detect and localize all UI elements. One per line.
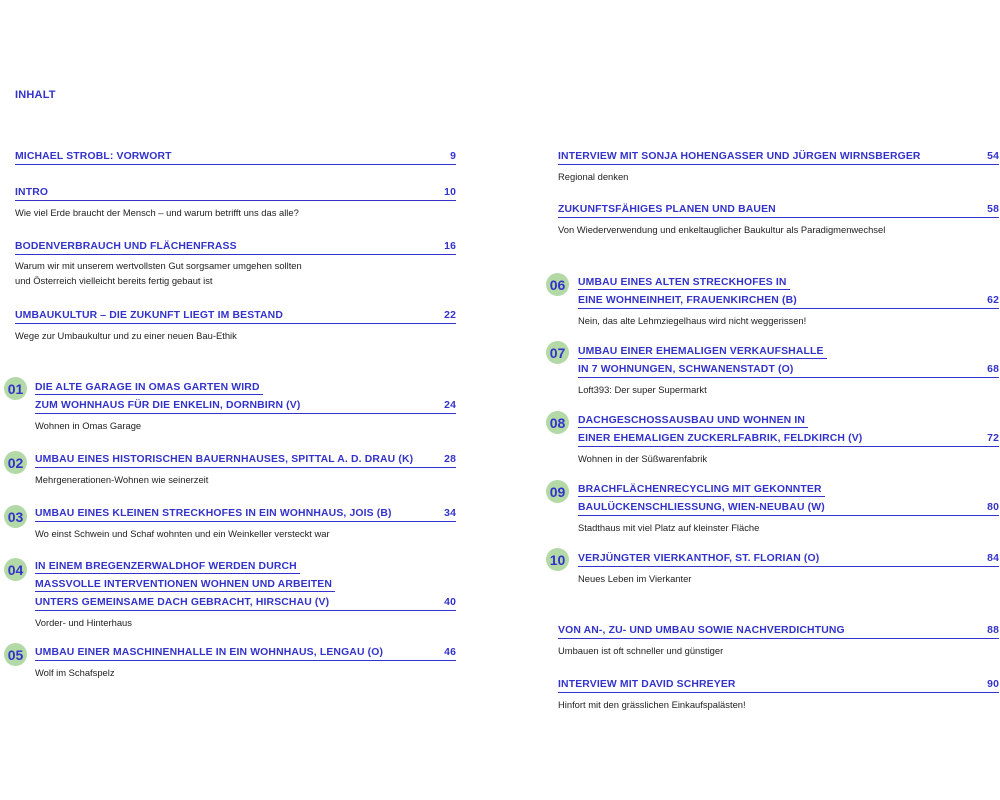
toc-title[interactable]: IN 7 WOHNUNGEN, SCHWANENSTADT (O) <box>578 364 794 375</box>
toc-entry-project-01[interactable] <box>35 381 456 433</box>
toc-title[interactable]: INTRO <box>15 187 49 198</box>
toc-title[interactable]: INTERVIEW MIT DAVID SCHREYER <box>558 679 736 690</box>
toc-title-line[interactable] <box>15 150 456 165</box>
page-number[interactable]: 10 <box>444 187 456 198</box>
page-number[interactable]: 58 <box>987 204 999 215</box>
page-number[interactable]: 40 <box>444 597 456 608</box>
toc-subtitle: Wo einst Schwein und Schaf wohnten und ein Weinkeller versteckt war <box>35 528 330 539</box>
toc-title-line[interactable] <box>558 678 999 693</box>
page-number[interactable]: 22 <box>444 310 456 321</box>
toc-title-line[interactable] <box>578 363 999 378</box>
toc-title[interactable]: INTERVIEW MIT SONJA HOHENGASSER UND JÜRGEN WIRNSBERGER <box>558 151 921 162</box>
toc-title-line[interactable] <box>35 560 456 575</box>
toc-subtitle: Regional denken <box>558 171 629 182</box>
toc-title-line[interactable] <box>578 483 999 498</box>
toc-subtitle: Vorder- und Hinterhaus <box>35 617 132 628</box>
toc-entry-project-04[interactable] <box>35 560 456 630</box>
toc-title-line[interactable] <box>578 294 999 309</box>
toc-title-line[interactable] <box>578 501 999 516</box>
project-number-badge: 09 <box>546 480 569 503</box>
toc-subtitle: und Österreich vielleicht bereits fertig gebaut ist <box>15 275 213 286</box>
toc-entry-interview-schreyer[interactable] <box>558 678 999 712</box>
project-number-badge: 01 <box>4 377 27 400</box>
toc-title-line[interactable] <box>558 203 999 218</box>
toc-title-line[interactable] <box>578 276 999 291</box>
toc-title-line[interactable] <box>15 309 456 324</box>
toc-entry-project-09[interactable] <box>578 483 999 535</box>
toc-title[interactable]: BODENVERBRAUCH UND FLÄCHENFRASS <box>15 241 237 252</box>
toc-title-line[interactable] <box>35 399 456 414</box>
toc-entry-project-03[interactable] <box>35 507 456 541</box>
toc-title-line[interactable] <box>35 596 456 611</box>
toc-title[interactable]: UMBAU EINES ALTEN STRECKHOFES IN <box>578 277 787 288</box>
toc-title-line[interactable] <box>578 552 999 567</box>
toc-title-line[interactable] <box>578 432 999 447</box>
toc-title[interactable]: ZUKUNFTSFÄHIGES PLANEN UND BAUEN <box>558 204 776 215</box>
project-number-badge: 05 <box>4 643 27 666</box>
toc-entry-interview-hohengasser[interactable] <box>558 150 999 184</box>
page-number[interactable]: 88 <box>987 625 999 636</box>
page-number[interactable]: 80 <box>987 502 999 513</box>
toc-title-line[interactable] <box>558 624 999 639</box>
toc-entry-bodenverbrauch[interactable] <box>15 240 456 288</box>
project-number-badge: 07 <box>546 341 569 364</box>
toc-title[interactable]: IN EINEM BREGENZERWALDHOF WERDEN DURCH <box>35 561 297 572</box>
toc-subtitle: Stadthaus mit viel Platz auf kleinster Fläche <box>578 522 760 533</box>
page-number[interactable]: 62 <box>987 295 999 306</box>
toc-entry-project-10[interactable] <box>578 552 999 586</box>
page-title: INHALT <box>15 89 56 101</box>
toc-entry-intro[interactable] <box>15 186 456 220</box>
page-number[interactable]: 34 <box>444 508 456 519</box>
page-number[interactable]: 72 <box>987 433 999 444</box>
page-number[interactable]: 68 <box>987 364 999 375</box>
toc-title[interactable]: UMBAU EINES KLEINEN STRECKHOFES IN EIN WOHNHAUS, JOIS (B) <box>35 508 392 519</box>
toc-entry-project-08[interactable] <box>578 414 999 466</box>
toc-title[interactable]: MICHAEL STROBL: VORWORT <box>15 151 172 162</box>
toc-subtitle: Loft393: Der super Supermarkt <box>578 384 707 395</box>
toc-title-line[interactable] <box>35 381 456 396</box>
toc-title-line[interactable] <box>578 414 999 429</box>
toc-title[interactable]: BRACHFLÄCHENRECYCLING MIT GEKONNTER <box>578 484 822 495</box>
toc-title[interactable]: DACHGESCHOSSAUSBAU UND WOHNEN IN <box>578 415 806 426</box>
page-number[interactable]: 46 <box>444 647 456 658</box>
page-number[interactable]: 84 <box>987 553 999 564</box>
page-number[interactable]: 54 <box>987 151 999 162</box>
toc-title[interactable]: UNTERS GEMEINSAME DACH GEBRACHT, HIRSCHAU (V) <box>35 597 330 608</box>
toc-title[interactable]: UMBAU EINES HISTORISCHEN BAUERNHAUSES, SPITTAL A. D. DRAU (K) <box>35 454 414 465</box>
toc-subtitle: Wolf im Schafspelz <box>35 667 115 678</box>
project-number-badge: 08 <box>546 411 569 434</box>
toc-subtitle: Neues Leben im Vierkanter <box>578 573 692 584</box>
toc-subtitle: Wohnen in der Süßwarenfabrik <box>578 453 708 464</box>
toc-title[interactable]: BAULÜCKENSCHLIESSUNG, WIEN-NEUBAU (W) <box>578 502 825 513</box>
project-number-badge: 04 <box>4 558 27 581</box>
toc-title[interactable]: UMBAU EINER MASCHINENHALLE IN EIN WOHNHAUS, LENGAU (O) <box>35 647 384 658</box>
toc-subtitle: Wohnen in Omas Garage <box>35 420 142 431</box>
toc-subtitle: Wege zur Umbaukultur und zu einer neuen Bau-Ethik <box>15 330 237 341</box>
page-number[interactable]: 16 <box>444 241 456 252</box>
project-number-badge: 02 <box>4 451 27 474</box>
toc-title[interactable]: MASSVOLLE INTERVENTIONEN WOHNEN UND ARBEITEN <box>35 579 332 590</box>
toc-title[interactable]: DIE ALTE GARAGE IN OMAS GARTEN WIRD <box>35 382 260 393</box>
toc-entry-project-05[interactable] <box>35 646 456 680</box>
toc-title-line[interactable] <box>35 453 456 468</box>
toc-subtitle: Mehrgenerationen-Wohnen wie seinerzeit <box>35 474 209 485</box>
project-number-badge: 03 <box>4 505 27 528</box>
page-number[interactable]: 90 <box>987 679 999 690</box>
project-number-badge: 06 <box>546 273 569 296</box>
toc-subtitle: Nein, das alte Lehmziegelhaus wird nicht weggerissen! <box>578 315 807 326</box>
page-number[interactable]: 9 <box>450 151 456 162</box>
toc-title[interactable]: EINER EHEMALIGEN ZUCKERLFABRIK, FELDKIRCH (V) <box>578 433 863 444</box>
toc-entry-umbaukultur[interactable] <box>15 309 456 343</box>
toc-title-line[interactable] <box>558 150 999 165</box>
toc-title-line[interactable] <box>15 240 456 255</box>
toc-title-line[interactable] <box>578 345 999 360</box>
toc-title[interactable]: VERJÜNGTER VIERKANTHOF, ST. FLORIAN (O) <box>578 553 820 564</box>
toc-entry-project-02[interactable] <box>35 453 456 487</box>
toc-entry-vorwort[interactable] <box>15 150 456 165</box>
toc-entry-nachverdichtung[interactable] <box>558 624 999 658</box>
toc-subtitle: Warum wir mit unserem wertvollsten Gut sorgsamer umgehen sollten <box>15 260 302 271</box>
toc-title-line[interactable] <box>35 578 456 593</box>
page-number[interactable]: 24 <box>444 400 456 411</box>
page-number[interactable]: 28 <box>444 454 456 465</box>
toc-entry-zukunftsfaehig[interactable] <box>558 203 999 237</box>
toc-subtitle: Wie viel Erde braucht der Mensch – und warum betrifft uns das alle? <box>15 207 299 218</box>
toc-subtitle: Von Wiederverwendung und enkeltauglicher Baukultur als Paradigmenwechsel <box>558 224 886 235</box>
toc-title-line[interactable] <box>35 646 456 661</box>
toc-title-line[interactable] <box>15 186 456 201</box>
toc-title-line[interactable] <box>35 507 456 522</box>
toc-entry-project-06[interactable] <box>578 276 999 328</box>
toc-title[interactable]: ZUM WOHNHAUS FÜR DIE ENKELIN, DORNBIRN (V) <box>35 400 301 411</box>
toc-entry-project-07[interactable] <box>578 345 999 397</box>
toc-subtitle: Umbauen ist oft schneller und günstiger <box>558 645 724 656</box>
toc-subtitle: Hinfort mit den grässlichen Einkaufspalästen! <box>558 699 746 710</box>
toc-title[interactable]: VON AN-, ZU- UND UMBAU SOWIE NACHVERDICHTUNG <box>558 625 845 636</box>
toc-title[interactable]: EINE WOHNEINHEIT, FRAUENKIRCHEN (B) <box>578 295 797 306</box>
toc-title[interactable]: UMBAU EINER EHEMALIGEN VERKAUFSHALLE <box>578 346 824 357</box>
toc-title[interactable]: UMBAUKULTUR – DIE ZUKUNFT LIEGT IM BESTAND <box>15 310 283 321</box>
project-number-badge: 10 <box>546 548 569 571</box>
